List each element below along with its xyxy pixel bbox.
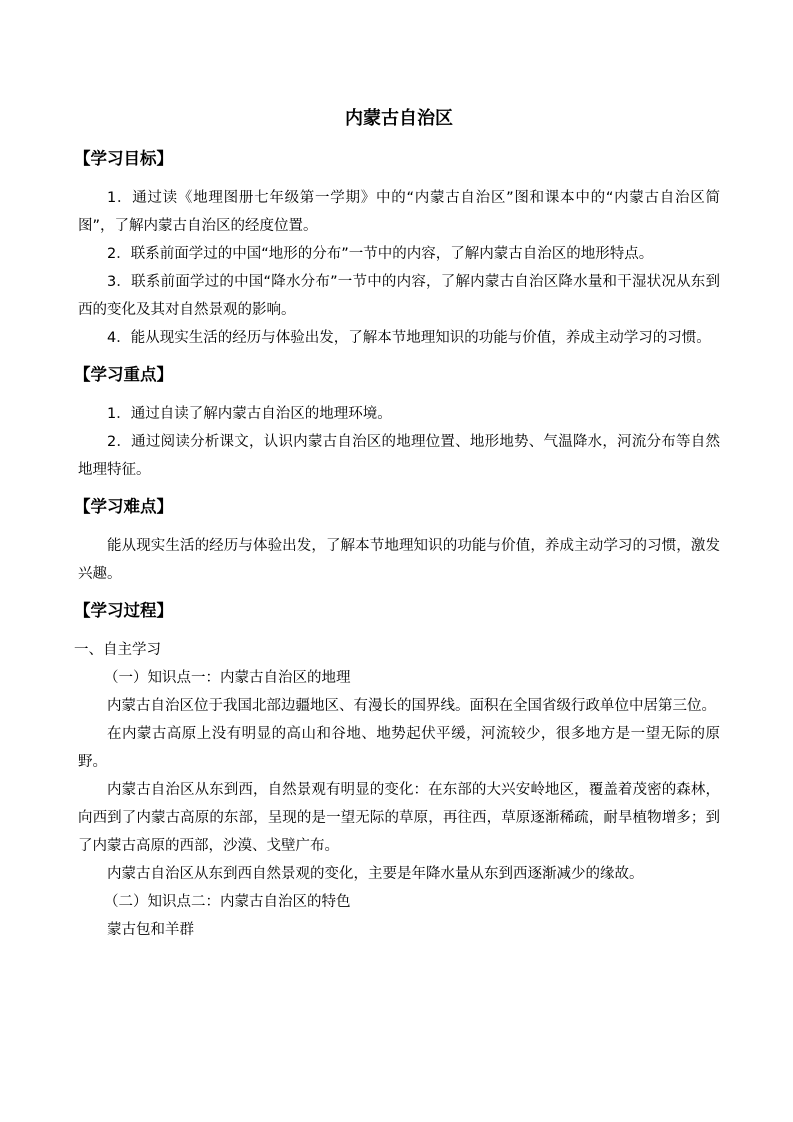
goal-item: 4．能从现实生活的经历与体验出发，了解本节地理知识的功能与价值，养成主动学习的习惯。 [107, 330, 711, 346]
knowledge-paragraph: 内蒙古自治区位于我国北部边疆地区、有漫长的国界线。面积在全国省级行政单位中居第三位。 [107, 698, 716, 714]
goal-item: 2．联系前面学过的中国“地形的分布”一节中的内容，了解内蒙古自治区的地形特点。 [107, 246, 654, 262]
knowledge-point-title: （一）知识点一：内蒙古自治区的地理 [104, 670, 351, 686]
process-block [74, 636, 720, 944]
goal-item: 1．通过读《地理图册七年级第一学期》中的“内蒙古自治区”图和课本中的“内蒙古自治区简图”，了解内蒙古自治区的经度位置。 [78, 190, 720, 234]
document-page [74, 100, 720, 944]
knowledge-point-title: （二）知识点二：内蒙古自治区的特色 [104, 894, 351, 910]
goal-item: 3．联系前面学过的中国“降水分布”一节中的内容，了解内蒙古自治区降水量和干湿状况从东到西的变化及其对自然景观的影响。 [78, 274, 720, 318]
key-point-item: 1．通过自读了解内蒙古自治区的地理环境。 [107, 406, 392, 422]
section-heading-key-points: 【学习重点】 [74, 365, 173, 384]
knowledge-paragraph: 在内蒙古高原上没有明显的高山和谷地、地势起伏平缓，河流较少，很多地方是一望无际的原野。 [78, 726, 720, 770]
section-heading-process: 【学习过程】 [74, 601, 173, 620]
section-heading-difficulties: 【学习难点】 [74, 497, 173, 516]
page-title: 内蒙古自治区 [345, 108, 453, 129]
difficulty-text: 能从现实生活的经历与体验出发，了解本节地理知识的功能与价值，养成主动学习的习惯，激发兴趣。 [78, 538, 720, 582]
knowledge-subheading: 蒙古包和羊群 [107, 922, 194, 938]
goals-list [78, 184, 720, 352]
key-point-item: 2．通过阅读分析课文，认识内蒙古自治区的地理位置、地形地势、气温降水，河流分布等自然地理特征。 [78, 434, 720, 478]
knowledge-paragraph: 内蒙古自治区从东到西自然景观的变化，主要是年降水量从东到西逐渐减少的缘故。 [107, 866, 644, 882]
key-points-list [78, 400, 720, 484]
section-heading-goals: 【学习目标】 [74, 149, 173, 168]
difficulties-block [78, 532, 720, 588]
knowledge-paragraph: 内蒙古自治区从东到西，自然景观有明显的变化：在东部的大兴安岭地区，覆盖着茂密的森林，向西到了内蒙古高原的东部，呈现的是一望无际的草原，再往西，草原逐渐稀疏，耐旱植物增多；到了内蒙古高原的西部，沙漠、戈壁广布。 [78, 782, 720, 854]
part-heading: 一、自主学习 [74, 642, 161, 658]
